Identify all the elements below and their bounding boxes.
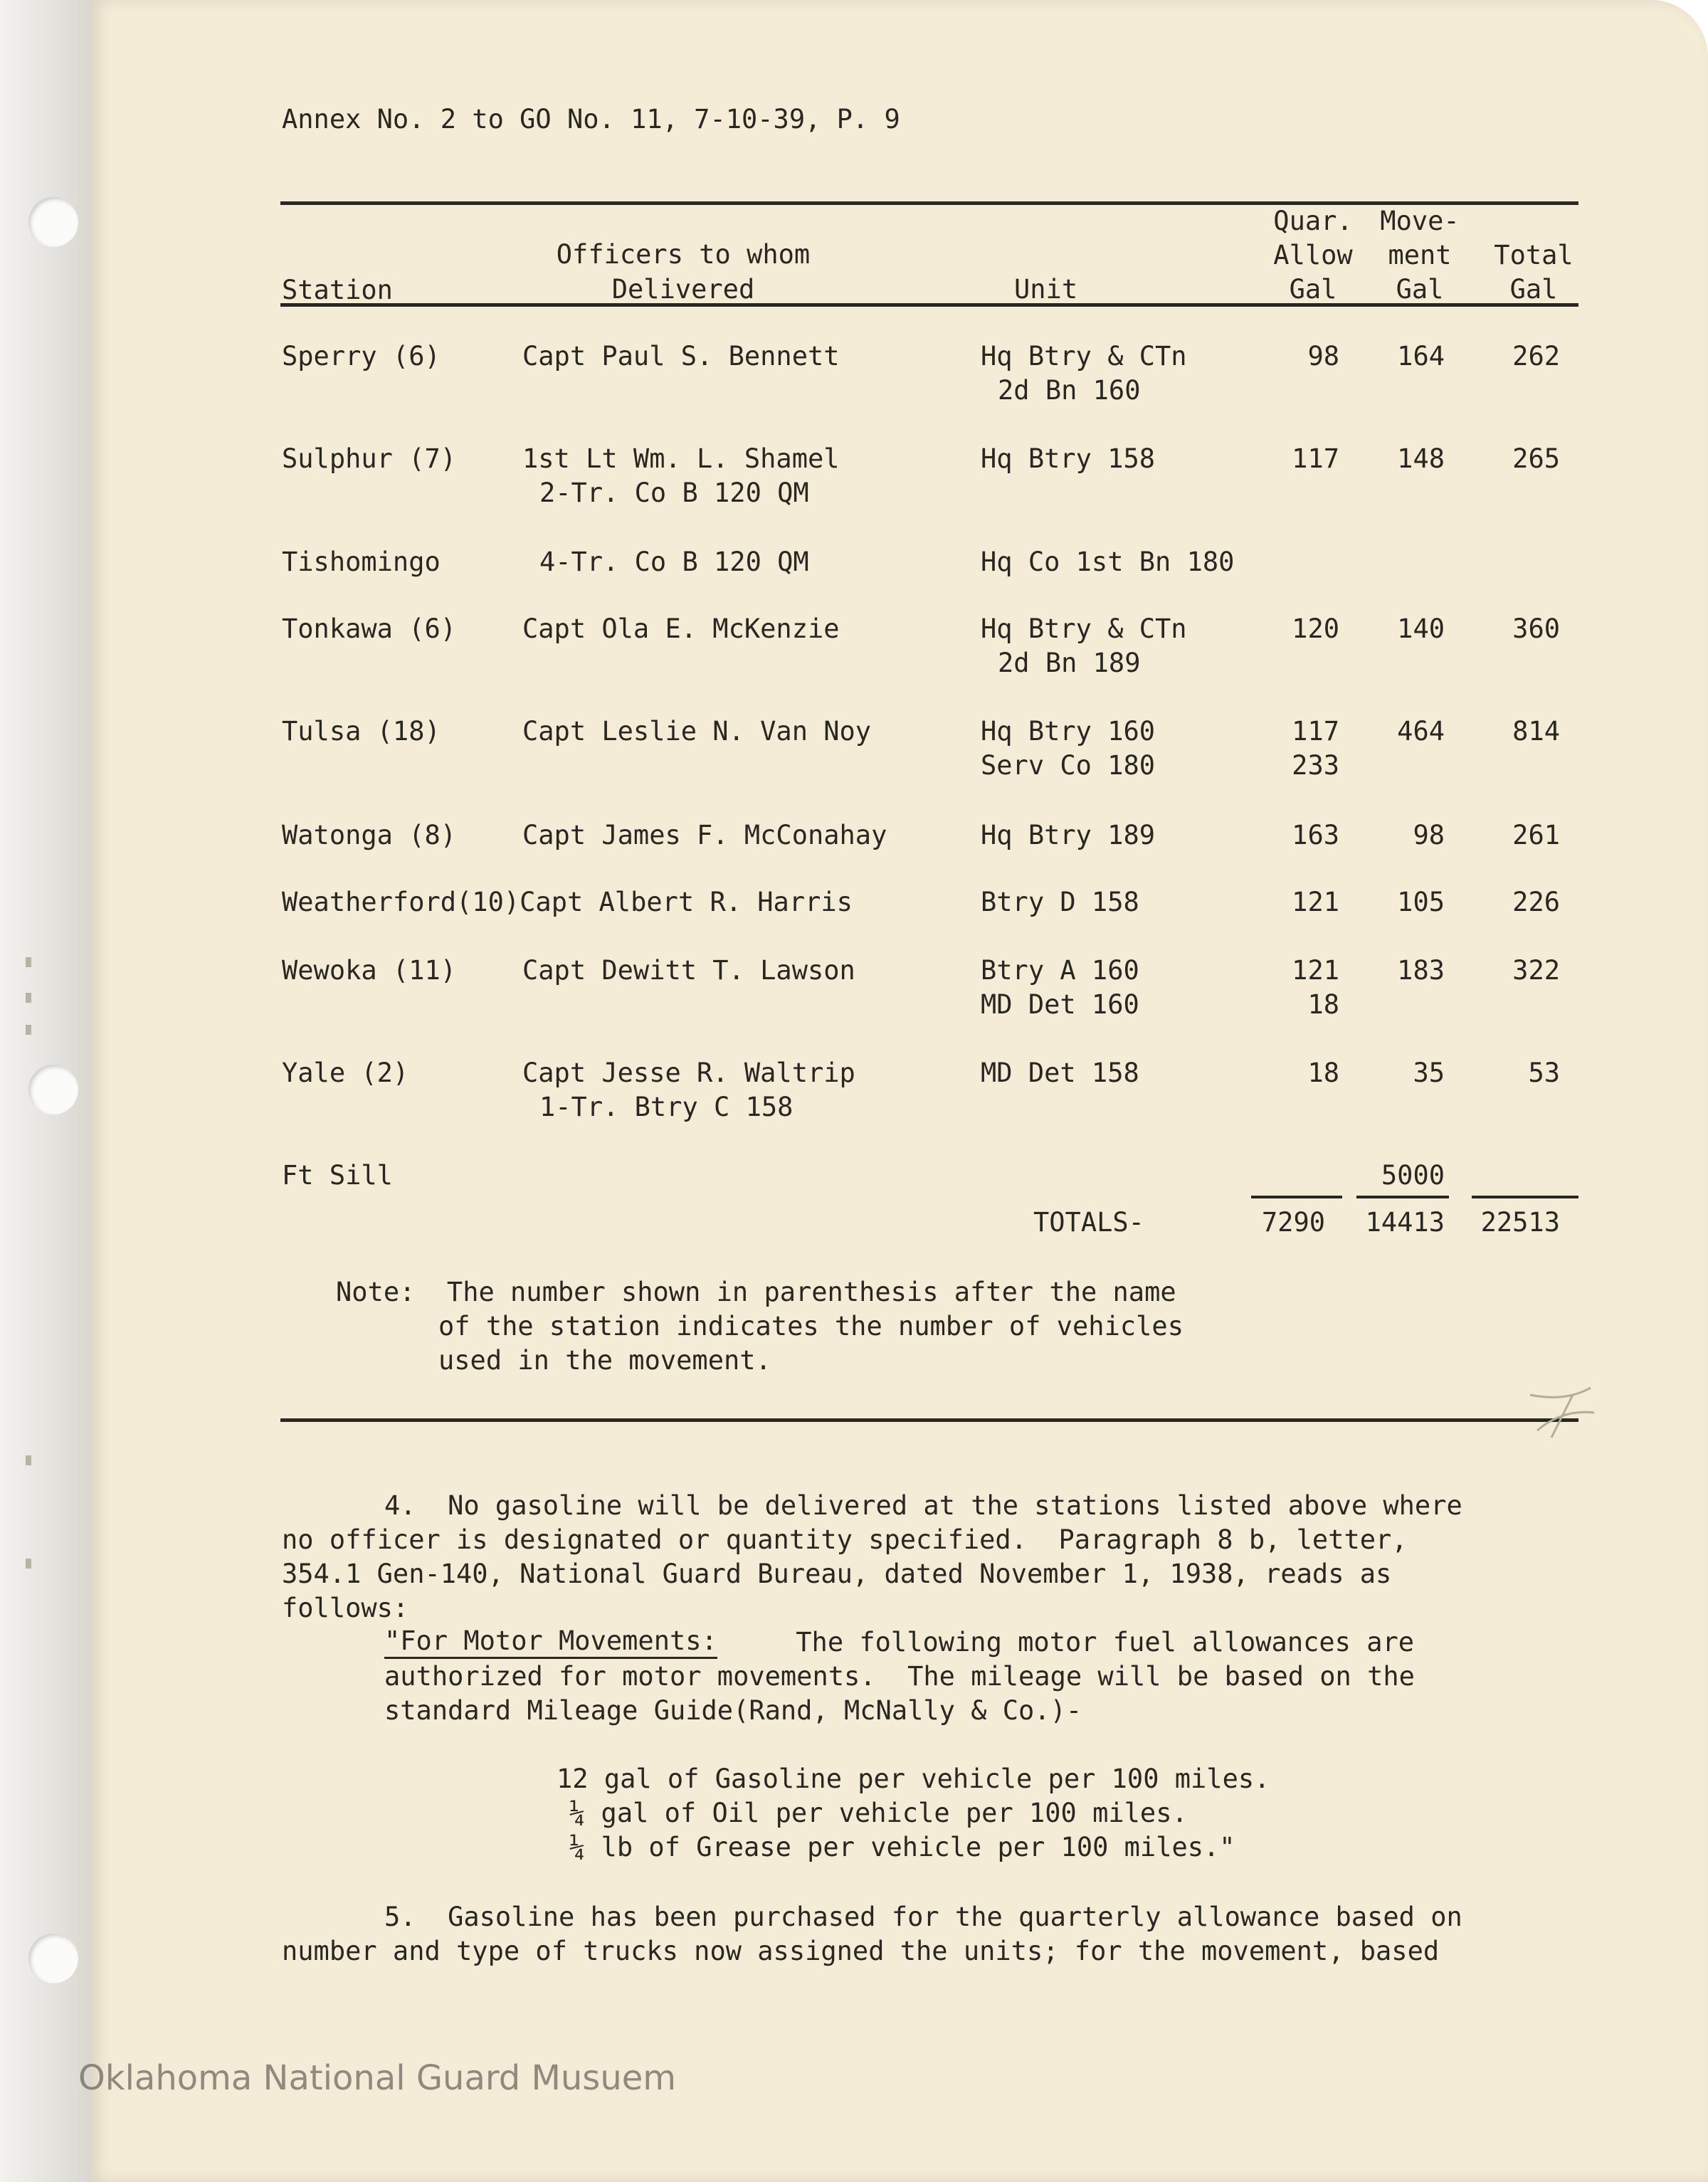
row-unit-line2: 2d Bn 189 — [998, 648, 1141, 678]
note-line: used in the movement. — [438, 1345, 771, 1376]
row-station: Tonkawa (6) — [282, 613, 457, 644]
row-officer: Capt Dewitt T. Lawson — [522, 955, 855, 986]
row-total: 53 — [1528, 1058, 1560, 1088]
row-quar: 163 — [1292, 820, 1339, 850]
row-quar: 121 — [1292, 887, 1339, 917]
quote-heading: "For Motor Movements: — [384, 1625, 717, 1659]
quote-line: The following motor fuel allowances are — [780, 1627, 1415, 1657]
row-unit: Hq Btry & CTn — [981, 613, 1187, 644]
row-station: Sperry (6) — [282, 341, 441, 371]
paragraph-line: number and type of trucks now assigned the units; for the movement, based — [282, 1936, 1440, 1966]
quote-line: standard Mileage Guide(Rand, McNally & Co.)- — [384, 1695, 1082, 1726]
row-total: 360 — [1512, 613, 1560, 644]
quote-line: authorized for motor movements. The mileage will be based on the — [384, 1661, 1415, 1692]
row-officer: 4-Tr. Co B 120 QM — [539, 547, 809, 577]
row-officer-line2: 2-Tr. Co B 120 QM — [539, 478, 809, 508]
row-move: 35 — [1413, 1058, 1445, 1088]
allowance-gasoline: 12 gal of Gasoline per vehicle per 100 miles. — [557, 1764, 1270, 1794]
row-officer: Capt Paul S. Bennett — [522, 341, 840, 371]
col-total-line1: Total — [1494, 240, 1573, 270]
row-total: 814 — [1512, 716, 1560, 747]
paragraph-line: no officer is designated or quantity specified. Paragraph 8 b, letter, — [282, 1524, 1408, 1555]
row-quar: 120 — [1292, 613, 1339, 644]
row-total: 322 — [1512, 955, 1560, 986]
row-unit: Hq Btry 158 — [981, 443, 1156, 474]
row-move: 164 — [1397, 341, 1445, 371]
totals-rule-move — [1356, 1196, 1449, 1198]
row-quar: 117 — [1292, 443, 1339, 474]
row-unit: Hq Btry 160 — [981, 716, 1156, 747]
table-bottom-rule — [280, 1418, 1578, 1422]
totals-rule-quar — [1251, 1196, 1342, 1198]
col-move-line2: ment — [1388, 240, 1452, 270]
row-move: 464 — [1397, 716, 1445, 747]
row-unit: Btry D 158 — [981, 887, 1139, 917]
row-unit-line2: 2d Bn 160 — [998, 375, 1141, 406]
note-line: of the station indicates the number of vehicles — [438, 1311, 1184, 1342]
note-line: Note: The number shown in parenthesis after the name — [336, 1277, 1176, 1307]
row-station: Yale (2) — [282, 1058, 409, 1088]
col-quar-line3: Gal — [1289, 274, 1337, 305]
row-station: Sulphur (7) — [282, 443, 457, 474]
row-officer: Capt James F. McConahay — [522, 820, 887, 850]
paragraph-line: follows: — [282, 1593, 409, 1623]
totals-rule-total — [1472, 1196, 1578, 1198]
row-move: 140 — [1397, 613, 1445, 644]
binder-strip — [0, 0, 93, 2182]
row-station: Tulsa (18) — [282, 716, 441, 747]
col-move-line1: Move- — [1380, 206, 1460, 236]
row-officer-line2: 1-Tr. Btry C 158 — [539, 1092, 794, 1122]
row-quar: 121 — [1292, 955, 1339, 986]
row-station: Weatherford(10)Capt Albert R. Harris — [282, 887, 853, 917]
paragraph-line: 4. No gasoline will be delivered at the stations listed above where — [384, 1490, 1462, 1521]
binder-mark — [26, 1455, 31, 1465]
row-quar: 98 — [1307, 341, 1339, 371]
col-total-line2: Gal — [1509, 274, 1558, 305]
punch-hole — [28, 1934, 78, 1983]
binder-mark — [26, 1025, 31, 1035]
row-station: Ft Sill — [282, 1160, 393, 1191]
row-station: Wewoka (11) — [282, 955, 457, 986]
row-officer: Capt Ola E. McKenzie — [522, 613, 840, 644]
allowance-grease: ¼ lb of Grease per vehicle per 100 miles." — [569, 1832, 1235, 1862]
binder-mark — [26, 957, 31, 967]
row-officer: Capt Leslie N. Van Noy — [522, 716, 872, 747]
totals-total: 22513 — [1480, 1207, 1560, 1238]
binder-mark — [26, 993, 31, 1003]
col-unit: Unit — [1014, 274, 1078, 305]
row-total: 262 — [1512, 341, 1560, 371]
row-move: 148 — [1397, 443, 1445, 474]
row-unit-line2: MD Det 160 — [981, 989, 1139, 1020]
paragraph-line: 354.1 Gen-140, National Guard Bureau, dated November 1, 1938, reads as — [282, 1559, 1392, 1589]
totals-label: TOTALS- — [1033, 1207, 1144, 1238]
row-station: Tishomingo — [282, 547, 441, 577]
col-quar-line2: Allow — [1273, 240, 1353, 270]
row-unit: Btry A 160 — [981, 955, 1139, 986]
row-move: 105 — [1397, 887, 1445, 917]
binder-mark — [26, 1559, 31, 1569]
punch-hole — [28, 1065, 78, 1114]
col-move-line3: Gal — [1396, 274, 1444, 305]
paragraph-line: 5. Gasoline has been purchased for the quarterly allowance based on — [384, 1902, 1462, 1932]
pencil-mark-icon — [1523, 1381, 1601, 1445]
row-quar-line2: 233 — [1292, 750, 1339, 781]
totals-move: 14413 — [1365, 1207, 1445, 1238]
row-total: 265 — [1512, 443, 1560, 474]
row-quar: 18 — [1307, 1058, 1339, 1088]
museum-watermark: Oklahoma National Guard Musuem — [78, 2058, 677, 2098]
row-quar: 117 — [1292, 716, 1339, 747]
row-unit-line2: Serv Co 180 — [981, 750, 1156, 781]
row-officer: Capt Jesse R. Waltrip — [522, 1058, 855, 1088]
row-officer: 1st Lt Wm. L. Shamel — [522, 443, 840, 474]
row-move: 5000 — [1381, 1160, 1445, 1191]
row-station: Watonga (8) — [282, 820, 457, 850]
allowance-oil: ¼ gal of Oil per vehicle per 100 miles. — [569, 1798, 1188, 1828]
row-unit: MD Det 158 — [981, 1058, 1139, 1088]
row-move: 183 — [1397, 955, 1445, 986]
row-unit: Hq Co 1st Bn 180 — [981, 547, 1235, 577]
row-move: 98 — [1413, 820, 1445, 850]
col-officers-line1: Officers to whom — [556, 239, 811, 270]
row-total: 261 — [1512, 820, 1560, 850]
row-total: 226 — [1512, 887, 1560, 917]
row-quar-line2: 18 — [1307, 989, 1339, 1020]
row-unit: Hq Btry 189 — [981, 820, 1156, 850]
punch-hole — [28, 197, 78, 247]
col-quar-line1: Quar. — [1273, 206, 1353, 236]
document-header: Annex No. 2 to GO No. 11, 7-10-39, P. 9 — [282, 104, 900, 135]
totals-quar: 7290 — [1261, 1207, 1325, 1238]
col-station: Station — [282, 275, 393, 305]
col-officers-line2: Delivered — [611, 274, 755, 305]
row-unit: Hq Btry & CTn — [981, 341, 1187, 371]
